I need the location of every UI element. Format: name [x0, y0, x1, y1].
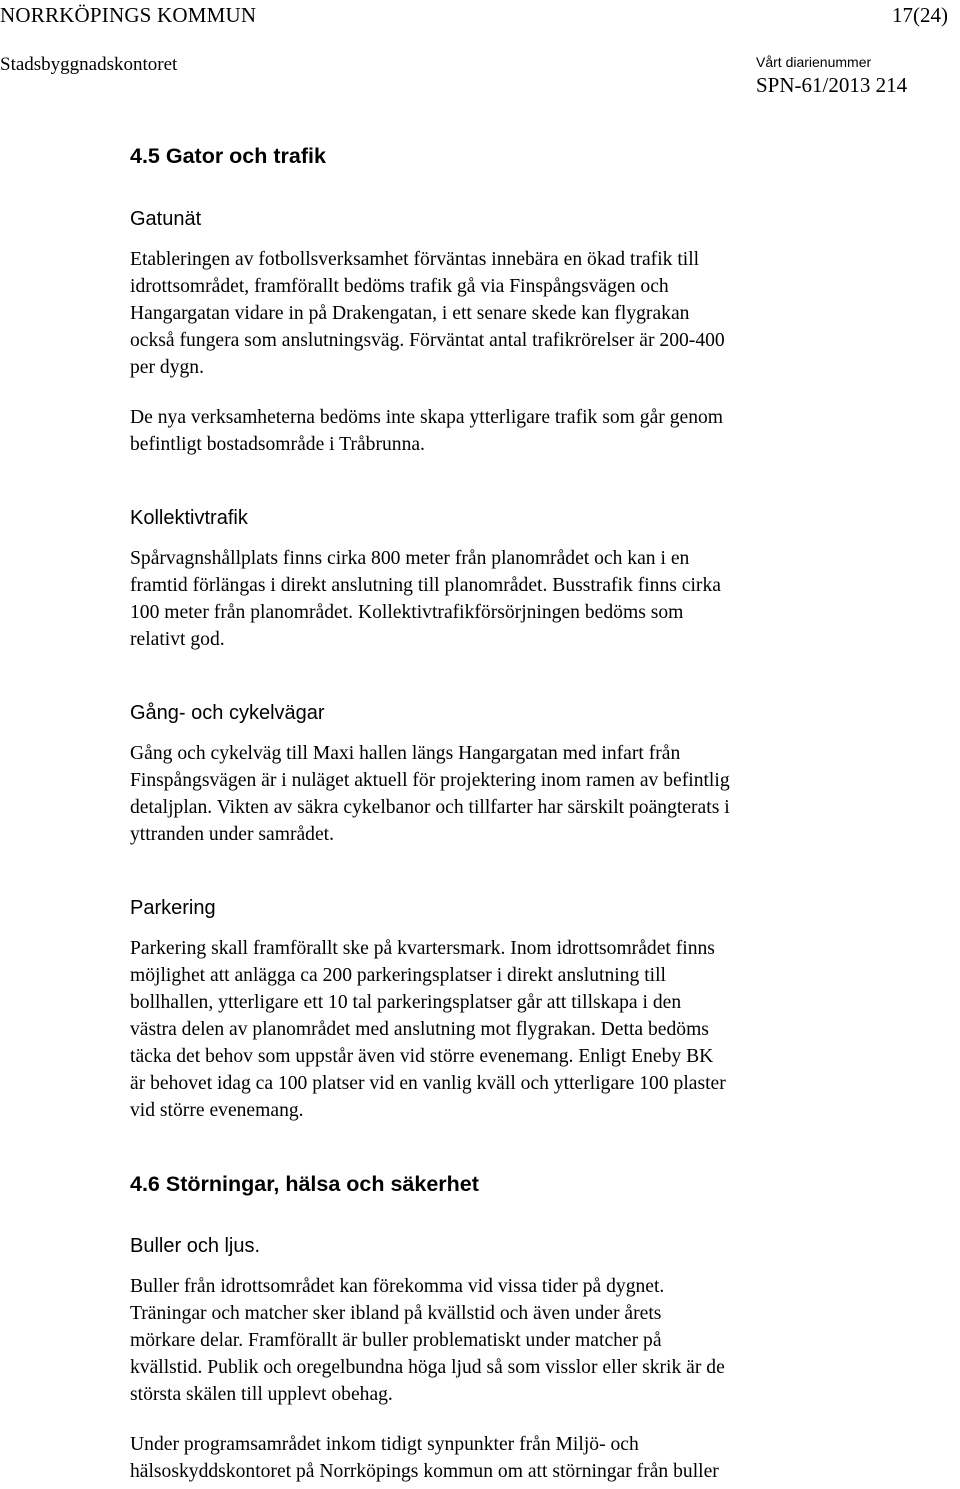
text-line: detaljplan. Vikten av säkra cykelbanor och tillfarter har särskilt poängterats i — [130, 797, 730, 818]
text-line: vid större evenemang. — [130, 1100, 304, 1121]
paragraph-gatunat-1 — [130, 246, 930, 381]
text-line: möjlighet att anlägga ca 200 parkeringsplatser i direkt anslutning till — [130, 965, 666, 986]
heading-kollektivtrafik: Kollektivtrafik — [130, 507, 248, 529]
organization-name: NORRKÖPINGS KOMMUN — [0, 3, 257, 27]
text-line: Finspångsvägen är i nuläget aktuell för projektering inom ramen av befintlig — [130, 770, 730, 791]
text-line: Buller från idrottsområdet kan förekomma vid vissa tider på dygnet. — [130, 1276, 665, 1297]
paragraph-gatunat-2 — [130, 404, 930, 458]
paragraph-gang-cykel — [130, 740, 930, 848]
text-line: Träningar och matcher sker ibland på kvällstid och även under årets — [130, 1303, 662, 1324]
text-line: bollhallen, ytterligare ett 10 tal parkeringsplatser går att tillskapa i den — [130, 992, 682, 1013]
heading-parkering: Parkering — [130, 897, 216, 919]
paragraph-buller-1 — [130, 1273, 930, 1408]
text-line: västra delen av planområdet med anslutning mot flygrakan. Detta bedöms — [130, 1019, 709, 1040]
office-name: Stadsbyggnadskontoret — [0, 54, 178, 75]
text-line: Under programsamrådet inkom tidigt synpunkter från Miljö- och — [130, 1434, 639, 1455]
diarie-number: SPN-61/2013 214 — [756, 73, 908, 97]
text-line: täcka det behov som uppstår även vid större evenemang. Enligt Eneby BK — [130, 1046, 714, 1067]
text-line: hälsoskyddskontoret på Norrköpings kommun om att störningar från buller — [130, 1461, 719, 1482]
text-line: 100 meter från planområdet. Kollektivtrafikförsörjningen bedöms som — [130, 602, 684, 623]
paragraph-parkering — [130, 935, 930, 1124]
text-line: yttranden under samrådet. — [130, 824, 335, 845]
text-line: Gång och cykelväg till Maxi hallen längs Hangargatan med infart från — [130, 743, 681, 764]
text-line: kvällstid. Publik och oregelbundna höga ljud så som visslor eller skrik är de — [130, 1357, 725, 1378]
diarie-label: Vårt diarienummer — [756, 54, 872, 70]
heading-gang-cykel: Gång- och cykelvägar — [130, 702, 325, 724]
section-title-4-6: 4.6 Störningar, hälsa och säkerhet — [130, 1172, 479, 1196]
text-line: relativt god. — [130, 629, 225, 650]
text-line: framtid förlängas i direkt anslutning till planområdet. Busstrafik finns cirka — [130, 575, 721, 596]
text-line: Etableringen av fotbollsverksamhet förväntas innebära en ökad trafik till — [130, 249, 700, 270]
text-line: per dygn. — [130, 357, 205, 378]
document-body — [130, 143, 930, 1485]
page-number: 17(24) — [892, 3, 948, 27]
text-line: befintligt bostadsområde i Tråbrunna. — [130, 434, 425, 455]
section-title-4-5: 4.5 Gator och trafik — [130, 144, 326, 168]
text-line: mörkare delar. Framförallt är buller problematiskt under matcher på — [130, 1330, 662, 1351]
paragraph-buller-2 — [130, 1431, 930, 1485]
text-line: idrottsområdet, framförallt bedöms trafik gå via Finspångsvägen och — [130, 276, 669, 297]
text-line: är behovet idag ca 100 platser vid en vanlig kväll och ytterligare 100 plaster — [130, 1073, 726, 1094]
text-line: också fungera som anslutningsväg. Förväntat antal trafikrörelser är 200-400 — [130, 330, 725, 351]
text-line: Hangargatan vidare in på Drakengatan, i ett senare skede kan flygrakan — [130, 303, 690, 324]
paragraph-kollektivtrafik — [130, 545, 930, 653]
text-line: De nya verksamheterna bedöms inte skapa ytterligare trafik som går genom — [130, 407, 724, 428]
heading-buller: Buller och ljus. — [130, 1235, 261, 1257]
text-line: Parkering skall framförallt ske på kvartersmark. Inom idrottsområdet finns — [130, 938, 715, 959]
text-line: Spårvagnshållplats finns cirka 800 meter från planområdet och kan i en — [130, 548, 690, 569]
text-line: största skälen till upplevt obehag. — [130, 1384, 393, 1405]
heading-gatunat: Gatunät — [130, 208, 202, 230]
